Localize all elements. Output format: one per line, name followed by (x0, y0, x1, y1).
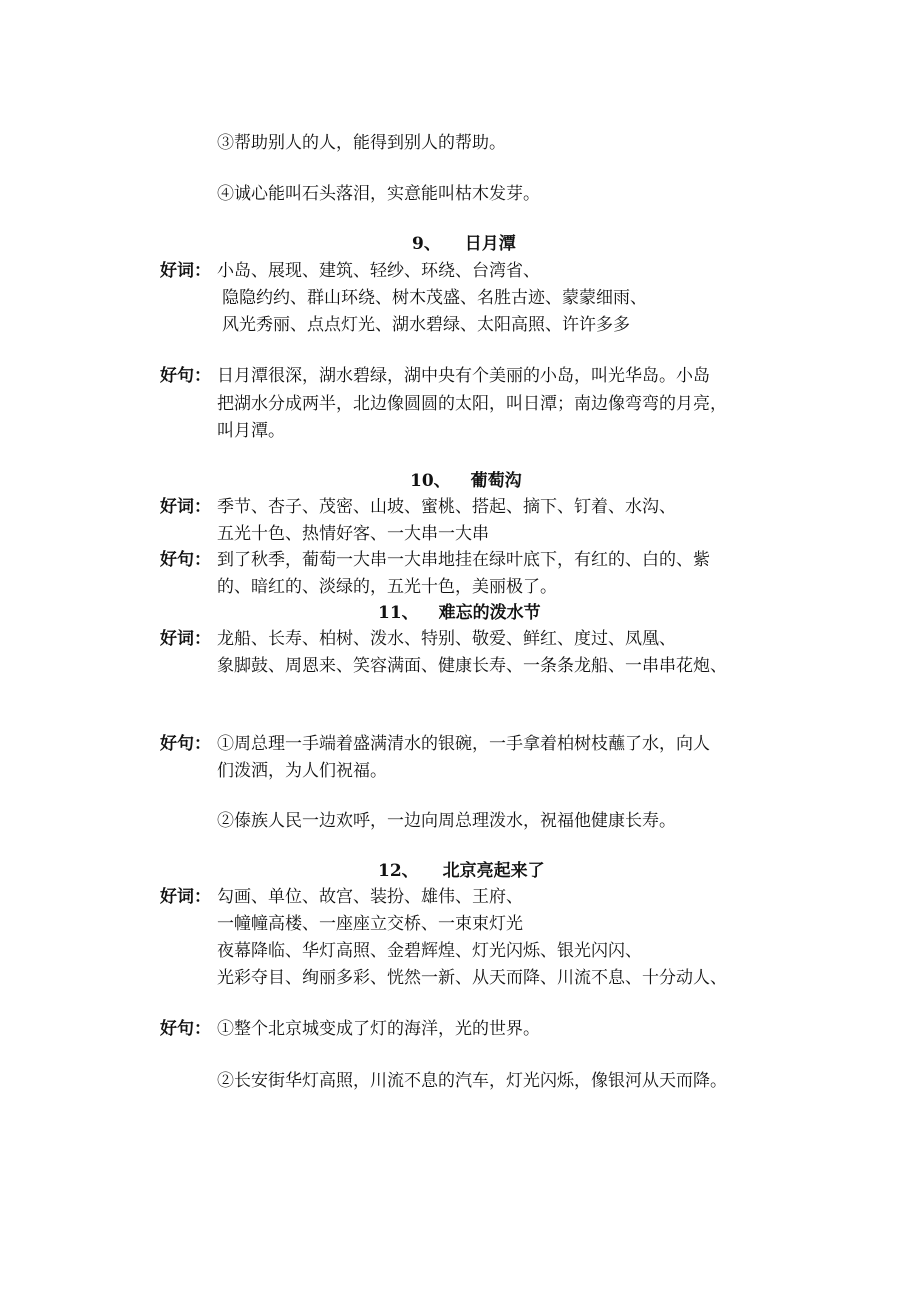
words-line: 五光十色、热情好客、一大串一大串 (217, 524, 489, 544)
words-line: 季节、杏子、茂密、山坡、蜜桃、搭起、摘下、钉着、水沟、 (217, 497, 676, 517)
section-title-text: 日月潭 (464, 234, 516, 254)
words-line: 小岛、展现、建筑、轻纱、环绕、台湾省、 (217, 261, 540, 281)
words-label: 好词： (160, 497, 211, 517)
words-line: 风光秀丽、点点灯光、湖水碧绿、太阳高照、许许多多 (222, 315, 630, 335)
sentences-label: 好句： (160, 366, 211, 386)
sentences-label: 好句： (160, 550, 211, 570)
sentence-line: 把湖水分成两半，北边像圆圆的太阳，叫日潭；南边像弯弯的月亮， (217, 394, 727, 414)
sentence-line: 叫月潭。 (217, 421, 285, 441)
section-number: 12、 (378, 861, 419, 881)
section-title-text: 葡萄沟 (470, 471, 522, 491)
words-label: 好词： (160, 887, 211, 907)
section-title-10 (410, 469, 522, 493)
sentence-line: 的、暗红的、淡绿的，五光十色，美丽极了。 (217, 577, 557, 597)
sentence-line: ②长安街华灯高照，川流不息的汽车，灯光闪烁，像银河从天而降。 (217, 1071, 727, 1091)
words-line: 龙船、长寿、柏树、泼水、特别、敬爱、鲜红、度过、凤凰、 (217, 629, 676, 649)
words-line: 一幢幢高楼、一座座立交桥、一束束灯光 (217, 914, 523, 934)
sentence-line: 到了秋季，葡萄一大串一大串地挂在绿叶底下，有红的、白的、紫 (217, 550, 710, 570)
sentence-line: 日月潭很深，湖水碧绿，湖中央有个美丽的小岛，叫光华岛。小岛 (217, 366, 710, 386)
sentences-label: 好句： (160, 734, 211, 754)
words-line: 隐隐约约、群山环绕、树木茂盛、名胜古迹、蒙蒙细雨、 (222, 288, 647, 308)
words-label: 好词： (160, 261, 211, 281)
section-number: 10、 (410, 471, 451, 491)
sentence-line: ④诚心能叫石头落泪，实意能叫枯木发芽。 (217, 184, 540, 204)
sentence-line: ①整个北京城变成了灯的海洋，光的世界。 (217, 1019, 540, 1039)
section-title-11 (378, 601, 541, 625)
words-line: 勾画、单位、故宫、装扮、雄伟、王府、 (217, 887, 523, 907)
section-number: 9、 (412, 234, 441, 254)
sentence-line: 们泼洒，为人们祝福。 (217, 761, 387, 781)
sentences-label: 好句： (160, 1019, 211, 1039)
section-number: 11、 (378, 603, 419, 623)
words-line: 象脚鼓、周恩来、笑容满面、健康长寿、一条条龙船、一串串花炮、 (217, 656, 727, 676)
words-label: 好词： (160, 629, 211, 649)
section-title-text: 北京亮起来了 (442, 861, 545, 881)
words-line: 光彩夺目、绚丽多彩、恍然一新、从天而降、川流不息、十分动人、 (217, 968, 727, 988)
section-title-text: 难忘的泼水节 (438, 603, 541, 623)
sentence-line: ③帮助别人的人，能得到别人的帮助。 (217, 133, 506, 153)
section-title-9 (412, 232, 516, 256)
section-title-12 (378, 859, 545, 883)
words-line: 夜幕降临、华灯高照、金碧辉煌、灯光闪烁、银光闪闪、 (217, 941, 642, 961)
sentence-line: ①周总理一手端着盛满清水的银碗，一手拿着柏树枝蘸了水，向人 (217, 734, 710, 754)
sentence-line: ②傣族人民一边欢呼，一边向周总理泼水，祝福他健康长寿。 (217, 811, 676, 831)
